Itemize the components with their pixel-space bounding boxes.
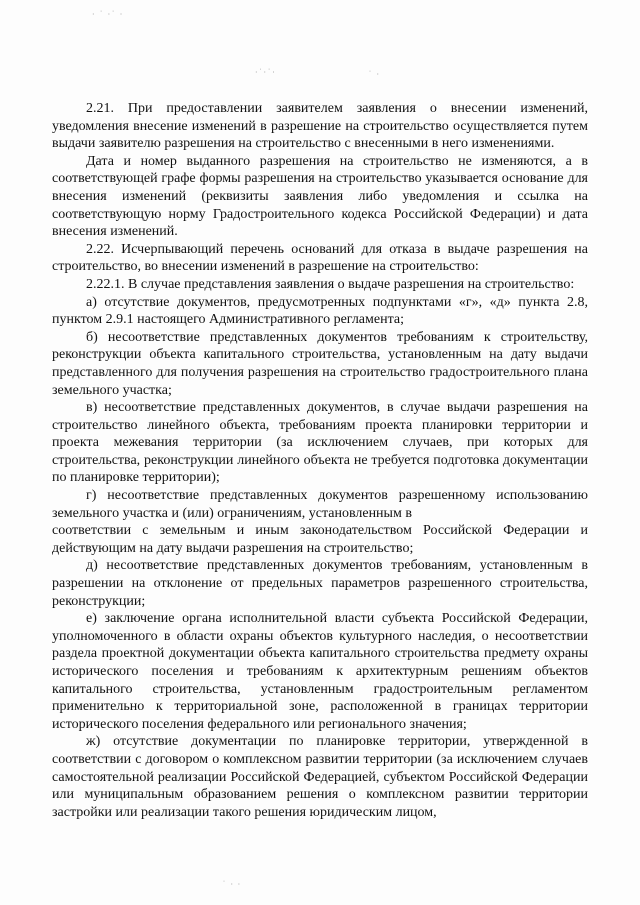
- item-e: е) заключение органа исполнительной власти субъекта Российской Федерации, уполномоченного в области охраны объектов культурного наследия, о несоответствии раздела проектной документации объекта капитального строительства предмету охраны исторического поселения и требованиям к архитектурным решениям объектов капитального строительства, установленным градостроительным регламентом применительно к территориальной зоне, расположенной в границах территории исторического поселения федерального или регионального значения;: [52, 611, 588, 732]
- paragraph-2-22: 2.22. Исчерпывающий перечень оснований для отказа в выдаче разрешения на строительство, во внесении изменений в разрешение на строительство:: [52, 241, 588, 275]
- paragraph-2-22-1: 2.22.1. В случае представления заявления о выдаче разрешения на строительство:: [86, 276, 575, 292]
- scan-noise: · ˙ ·˙ ·: [92, 10, 124, 19]
- item-a: а) отсутствие документов, предусмотренных подпунктами «г», «д» пункта 2.8, пунктом 2.9.1 настоящего Административного регламента;: [52, 294, 588, 328]
- item-zh: ж) отсутствие документации по планировке территории, утвержденной в соответствии с договором о комплексном развитии территории (за исключением случаев самостоятельной реализации Российской Федерацией, субъектом Российской Федерации или муниципальным образованием решения о комплексном развитии территории застройки или реализации такого решения юридическим лицом,: [52, 734, 588, 820]
- item-v: в) несоответствие представленных документов, в случае выдачи разрешения на строительство линейного объекта, требованиям проекта планировки территории и проекта межевания территории (за исключением случаев, при которых для строительства, реконструкции линейного объекта не требуется подготовка документации по планировке территории);: [52, 400, 588, 486]
- item-b: б) несоответствие представленных документов требованиям к строительству, реконструкции объекта капитального строительства, установленным на дату выдачи представленного для получения разрешения на строительство градостроительного плана земельного участка;: [52, 329, 588, 398]
- paragraph-2-21: 2.21. При предоставлении заявителем заявления о внесении изменений, уведомления внесение изменений в разрешение на строительство осуществляется путем выдачи заявителю разрешения на строительство с внесенными в него изменениями.: [52, 101, 588, 152]
- scan-noise: ˙ · ·: [222, 880, 242, 889]
- item-g: г) несоответствие представленных документов разрешенному использованию земельного участка и (или) ограничениям, установленным в: [52, 488, 588, 521]
- item-d: д) несоответствие представленных документов требованиям, установленным в разрешении на отклонение от предельных параметров разрешенного строительства, реконструкции;: [52, 558, 588, 609]
- document-body: [52, 100, 588, 821]
- scan-noise: ·˙·˙·: [255, 68, 276, 77]
- paragraph-date-number: Дата и номер выданного разрешения на строительство не изменяются, а в соответствующей графе формы разрешения на строительство указывается основание для внесения изменений (реквизиты заявления либо уведомления и ссылка на соответствующую норму Градостроительного кодекса Российской Федерации) и дата внесения изменений.: [52, 153, 588, 240]
- item-g-continued: соответствии с земельным и иным законодательством Российской Федерации и действующим на дату выдачи разрешения на строительство;: [52, 523, 588, 556]
- scan-noise: ˙ ·: [368, 70, 381, 79]
